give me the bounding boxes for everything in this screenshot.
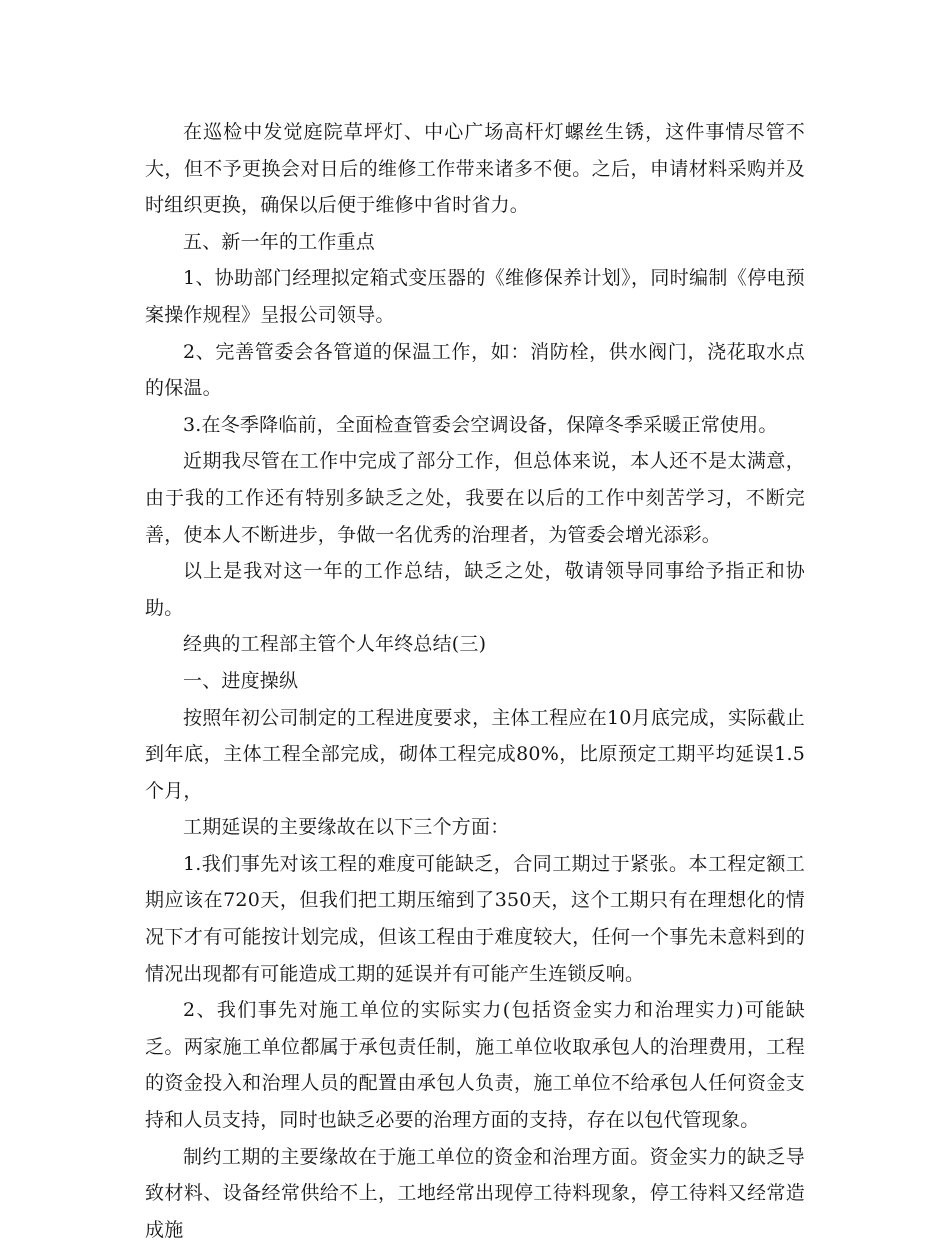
paragraph-self-assessment: 近期我尽管在工作中完成了部分工作，但总体来说，本人还不是太满意，由于我的工作还有特别多缺乏之处，我要在以后的工作中刻苦学习，不断完善，使本人不断进步，争做一名优秀的治理者，为管委会增光添彩。	[145, 450, 805, 546]
reason-item-2: 2、我们事先对施工单位的实际实力(包括资金实力和治理实力)可能缺乏。两家施工单位都属于承包责任制，施工单位收取承包人的治理费用，工程的资金投入和治理人员的配置由承包人负责，施工单位不给承包人任何资金支持和人员支持，同时也缺乏必要的治理方面的支持，存在以包代管现象。	[145, 999, 805, 1132]
heading-progress-control: 一、进度操纵	[183, 669, 299, 692]
paragraph-inspection: 在巡检中发觉庭院草坪灯、中心广场高杆灯螺丝生锈，这件事情尽管不大，但不予更换会对日后的维修工作带来诸多不便。之后，申请材料采购并及时组织更换，确保以后便于维修中省时省力。	[145, 121, 805, 217]
list-item-2: 2、完善管委会各管道的保温工作，如：消防栓，供水阀门，浇花取水点的保温。	[145, 340, 805, 400]
paragraph-delay-reasons: 工期延误的主要缘故在以下三个方面：	[183, 816, 510, 839]
paragraph-main-constraint: 制约工期的主要缘故在于施工单位的资金和治理方面。资金实力的缺乏导致材料、设备经常供给不上，工地经常出现停工待料现象，停工待料又经常造成施	[145, 1145, 805, 1241]
document-body	[145, 114, 805, 1248]
list-item-3: 3.在冬季降临前，全面检查管委会空调设备，保障冬季采暖正常使用。	[183, 413, 778, 436]
list-item-1: 1、协助部门经理拟定箱式变压器的《维修保养计划》，同时编制《停电预案操作规程》呈报公司领导。	[145, 267, 805, 326]
paragraph-closing: 以上是我对这一年的工作总结，缺乏之处，敬请领导同事给予指正和协助。	[145, 560, 805, 619]
heading-new-year-focus: 五、新一年的工作重点	[183, 230, 376, 253]
section-title: 经典的工程部主管个人年终总结(三)	[183, 633, 487, 656]
paragraph-progress: 按照年初公司制定的工程进度要求，主体工程应在10月底完成，实际截止到年底，主体工程全部完成，砌体工程完成80%，比原预定工期平均延误1.5个月，	[145, 706, 805, 802]
reason-item-1: 1.我们事先对该工程的难度可能缺乏，合同工期过于紧张。本工程定额工期应该在720天，但我们把工期压缩到了350天，这个工期只有在理想化的情况下才有可能按计划完成，但该工程由于难度较大，任何一个事先未意料到的情况出现都有可能造成工期的延误并有可能产生连锁反响。	[145, 852, 805, 985]
